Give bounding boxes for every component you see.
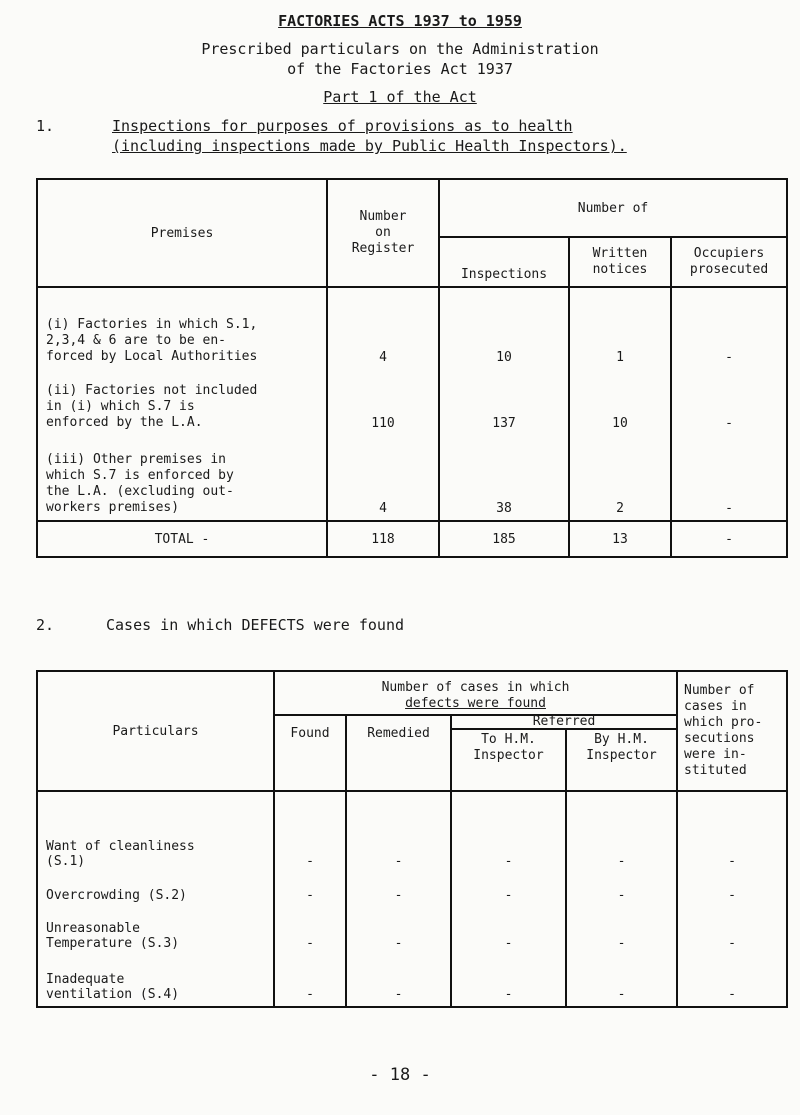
- total-register: 118: [327, 521, 439, 557]
- referred-header: Referred: [451, 715, 677, 729]
- particulars-text: Inadequate: [46, 972, 125, 987]
- particulars-cell: [37, 873, 274, 907]
- cases-found-header: [274, 671, 677, 715]
- particulars-text: (S.1): [46, 854, 86, 869]
- premises-text: forced by Local Authorities: [46, 349, 258, 364]
- value-cell: -: [566, 873, 677, 907]
- value-cell: -: [677, 791, 787, 873]
- premises-text: (iii) Other premises in: [46, 452, 227, 467]
- value-cell: -: [566, 791, 677, 873]
- header-text: on: [375, 225, 391, 240]
- value-cell: -: [566, 955, 677, 1007]
- total-prosecuted: -: [671, 521, 787, 557]
- by-hm-inspector-header: [566, 729, 677, 791]
- defects-header-row-1: [37, 671, 787, 715]
- value-cell: -: [346, 955, 451, 1007]
- value-cell: -: [451, 955, 566, 1007]
- value-cell: -: [677, 907, 787, 955]
- premises-text: (i) Factories in which S.1,: [46, 317, 258, 332]
- particulars-cell: [37, 955, 274, 1007]
- premises-header: Premises: [37, 179, 327, 287]
- header-text: Number of cases in which: [381, 680, 570, 695]
- value-cell: -: [274, 791, 346, 873]
- total-label: TOTAL -: [37, 521, 327, 557]
- notices-cell: 1: [569, 287, 671, 369]
- total-row: [37, 521, 787, 557]
- register-cell: 110: [327, 369, 439, 435]
- premises-text: (ii) Factories not included: [46, 383, 258, 398]
- particulars-text: Temperature (S.3): [46, 936, 180, 951]
- page-number: - 18 -: [369, 1065, 431, 1085]
- table-row: [37, 287, 787, 369]
- to-hm-inspector-header: [451, 729, 566, 791]
- register-cell: 4: [327, 287, 439, 369]
- section-2-heading: Cases in which DEFECTS were found: [106, 616, 405, 634]
- prosecutions-header: [677, 671, 787, 791]
- prosecuted-cell: -: [671, 369, 787, 435]
- written-notices-header: [569, 237, 671, 287]
- defects-table: [36, 670, 788, 1008]
- table-row: [37, 369, 787, 435]
- document-title: FACTORIES ACTS 1937 to 1959: [278, 12, 522, 30]
- notices-cell: 2: [569, 435, 671, 521]
- section-1-heading-line-1: Inspections for purposes of provisions as to health: [112, 117, 573, 135]
- inspections-cell: 10: [439, 287, 569, 369]
- table-row: [37, 955, 787, 1007]
- premises-text: enforced by the L.A.: [46, 415, 203, 430]
- section-1-heading-line-2: (including inspections made by Public Health Inspectors).: [112, 137, 627, 155]
- notices-cell: 10: [569, 369, 671, 435]
- prosecuted-cell: -: [671, 435, 787, 521]
- value-cell: -: [677, 955, 787, 1007]
- table-row: [37, 873, 787, 907]
- table-row: [37, 435, 787, 521]
- header-text: secutions: [684, 731, 755, 746]
- inspections-cell: 38: [439, 435, 569, 521]
- particulars-cell: [37, 791, 274, 873]
- particulars-header: Particulars: [37, 671, 274, 791]
- header-text: Number: [359, 209, 407, 224]
- number-on-register-header: [327, 179, 439, 287]
- particulars-text: Overcrowding (S.2): [46, 888, 187, 903]
- value-cell: -: [274, 873, 346, 907]
- premises-text: workers premises): [46, 500, 180, 515]
- header-text: cases in: [684, 699, 747, 714]
- premises-cell: [37, 435, 327, 521]
- inspections-cell: 137: [439, 369, 569, 435]
- header-text: Inspector: [473, 748, 544, 763]
- header-text: Written: [592, 246, 648, 261]
- section-1-number: 1.: [36, 117, 55, 135]
- value-cell: -: [451, 791, 566, 873]
- register-cell: 4: [327, 435, 439, 521]
- value-cell: -: [451, 907, 566, 955]
- value-cell: -: [677, 873, 787, 907]
- subtitle-line-2: of the Factories Act 1937: [287, 60, 513, 78]
- particulars-cell: [37, 907, 274, 955]
- subtitle-line-1: Prescribed particulars on the Administration: [201, 40, 599, 58]
- part-heading: Part 1 of the Act: [323, 88, 477, 106]
- inspections-header-row-1: [37, 179, 787, 237]
- premises-cell: [37, 287, 327, 369]
- header-text: Occupiers: [693, 246, 765, 261]
- premises-text: the L.A. (excluding out-: [46, 484, 234, 499]
- remedied-header: Remedied: [346, 715, 451, 791]
- header-text: Register: [351, 241, 415, 256]
- header-text: Inspector: [586, 748, 657, 763]
- value-cell: -: [274, 907, 346, 955]
- premises-text: which S.7 is enforced by: [46, 468, 234, 483]
- found-header: Found: [274, 715, 346, 791]
- header-text: To H.M.: [481, 732, 536, 747]
- value-cell: -: [346, 791, 451, 873]
- value-cell: -: [566, 907, 677, 955]
- inspections-header: Inspections: [439, 237, 569, 287]
- inspections-table: [36, 178, 788, 558]
- number-of-header: Number of: [439, 179, 787, 237]
- total-inspections: 185: [439, 521, 569, 557]
- value-cell: -: [274, 955, 346, 1007]
- value-cell: -: [346, 907, 451, 955]
- header-text: Number of: [684, 683, 755, 698]
- table-row: [37, 907, 787, 955]
- header-text: were in-: [684, 747, 747, 762]
- header-text: By H.M.: [594, 732, 649, 747]
- particulars-text: Unreasonable: [46, 921, 140, 936]
- value-cell: -: [346, 873, 451, 907]
- premises-text: 2,3,4 & 6 are to be en-: [46, 333, 227, 348]
- header-text: prosecuted: [689, 262, 769, 277]
- table-row: [37, 791, 787, 873]
- prosecuted-cell: -: [671, 287, 787, 369]
- total-notices: 13: [569, 521, 671, 557]
- section-2-number: 2.: [36, 616, 55, 634]
- value-cell: -: [451, 873, 566, 907]
- header-text: which pro-: [684, 715, 763, 730]
- occupiers-prosecuted-header: [671, 237, 787, 287]
- particulars-text: Want of cleanliness: [46, 839, 195, 854]
- header-text: defects were found: [405, 696, 546, 711]
- premises-text: in (i) which S.7 is: [46, 399, 195, 414]
- header-text: stituted: [684, 763, 747, 778]
- premises-cell: [37, 369, 327, 435]
- particulars-text: ventilation (S.4): [46, 987, 180, 1002]
- header-text: notices: [592, 262, 648, 277]
